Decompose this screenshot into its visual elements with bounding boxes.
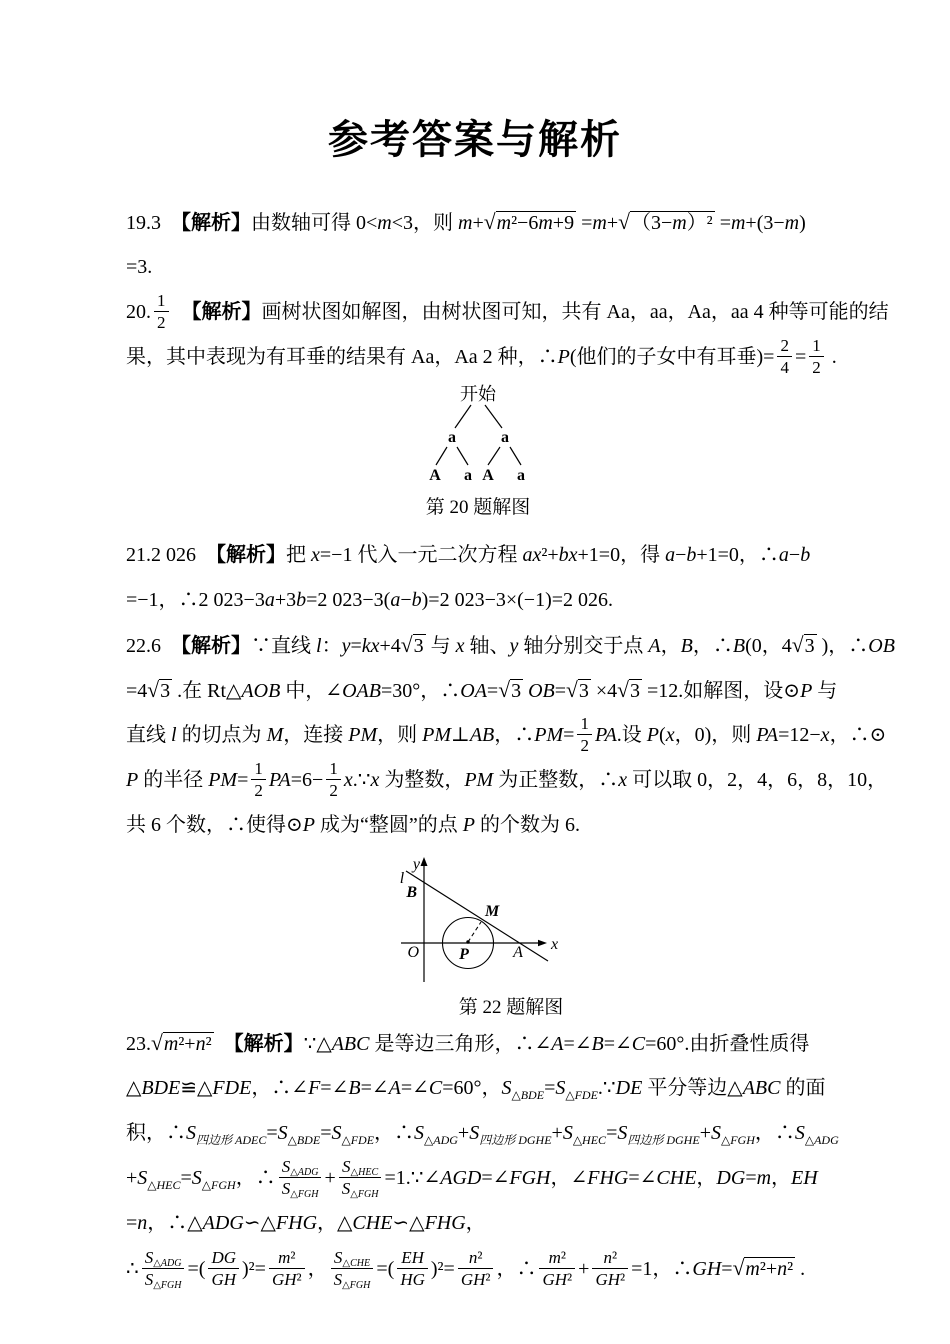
text-line: 23.√m²+n² 【解析】∵△ABC 是等边三角形，∴∠A=∠B=∠C=60°.由折叠性质得 — [126, 1031, 810, 1055]
tree-node-label: a — [501, 429, 509, 446]
problem-21 — [126, 533, 830, 623]
problem-23 — [126, 1021, 839, 1291]
axes — [401, 862, 543, 982]
coordinate-figure — [126, 856, 830, 1019]
x-axis-arrow — [538, 940, 547, 946]
tree-node-label: a — [448, 429, 456, 446]
label-line-l: l — [399, 870, 405, 887]
label-point-b: B — [406, 884, 417, 901]
label-point-m: M — [485, 903, 500, 920]
text-line: 22.6 【解析】∵直线 l：y=kx+4√3 与 x 轴、y 轴分别交于点 A，B，∴B(0，4√3 )，∴OB — [126, 633, 895, 657]
text-line: 果，其中表现为有耳垂的结果有 Aa，Aa 2 种，∴P(他们的子女中有耳垂)= $\frac{2}{4}$ = $\frac{1}{2}$ . — [126, 335, 837, 377]
tree-leaf-label: A — [429, 467, 441, 484]
coordinate-figure-svg — [393, 856, 563, 984]
text-line: $+S_{\triangle HEC}=S_{\triangle FGH}$，∴ $\frac{S_{\triangle ADG}}{S_{\triangle FGH}}$ + $\frac{S_{\triangle HEC}}{S_{\triangle FGH}}$ =1.∵∠AGD=∠FGH，∠FHG=∠CHE，DG=m，EH — [126, 1156, 818, 1200]
text-line: △BDE≌△FDE，∴∠F=∠B=∠A=∠C=60°，$S_{\triangle BDE}=S_{\triangle FDE}.\because DE$ 平分等边△ABC 的面 — [126, 1077, 826, 1102]
tree-diagram-figure — [126, 384, 830, 519]
tree-leaf-label: a — [517, 467, 525, 484]
center-point — [466, 940, 469, 943]
text-line: P 的半径 PM= $\frac{1}{2}$ PA=6− $\frac{1}{2}$ x.∵x 为整数，PM 为正整数，∴x 可以取 0，2，4，6，8，10， — [126, 758, 888, 800]
answer-content — [126, 194, 895, 1291]
text-line: =n，∴△ADG∽△FHG，△CHE∽△FHG， — [126, 1212, 486, 1234]
text-line: 积，$\therefore S_{四边形 ADEC}=S_{\triangle BDE}=S_{\triangle FDE}$，$\therefore S_{\triangle ADG}+S_{四边形 DGHE}+S_{\triangle HEC}=S_{四边形 DGHE}+S_{\triangle FGH}$，$\therefore S_{\triangle ADG}$ — [126, 1122, 839, 1147]
text-line: ∴ $\frac{S_{\triangle ADG}}{S_{\triangle FGH}}$ =( $\frac{DG}{GH}$ )²= $\frac{\text{m²}}{\text{GH²}}$ ， $\frac{S_{\triangle CHE}}{S_{\triangle FGH}}$ =( $\frac{EH}{HG}$ )²= $\frac{\text{n²}}{\text{GH²}}$ ，∴ $\frac{\text{m²}}{\text{GH²}}$ + $\frac{\text{n²}}{\text{GH²}}$ =1，∴GH=√m²+n² . — [126, 1247, 806, 1291]
text-line: 共 6 个数，∴使得⊙P 成为“整圆”的点 P 的个数为 6. — [126, 814, 580, 836]
text-line: 20. $\frac{1}{2}$ 【解析】画树状图如解图，由树状图可知，共有 Aa，aa，Aa，aa 4 种等可能的结 — [126, 290, 889, 332]
radius-pm-dashed — [468, 922, 481, 942]
text-line: =3. — [126, 256, 153, 278]
problem-19 — [126, 200, 830, 290]
text-line: =−1，∴2 023−3a+3b=2 023−3(a−b)=2 023−3×(−1)=2 026. — [126, 589, 614, 611]
tree-root-label: 开始 — [460, 384, 496, 404]
tree-leaf-label: a — [464, 467, 472, 484]
tree-diagram-svg — [418, 384, 538, 484]
figure-caption: 第 22 题解图 — [458, 997, 564, 1018]
line-l — [406, 871, 548, 961]
label-origin: O — [407, 944, 419, 961]
figure-caption: 第 20 题解图 — [425, 497, 531, 518]
text-line: =4√3 .在 Rt△AOB 中，∠OAB=30°，∴OA=√3 OB=√3 ×4√3 =12.如解图，设⊙P 与 — [126, 678, 838, 702]
text-line: 21.2 026 【解析】把 x=−1 代入一元二次方程 ax²+bx+1=0，得 a−b+1=0，∴a−b — [126, 544, 811, 566]
text-line: 直线 l 的切点为 M，连接 PM，则 PM⊥AB，∴PM= $\frac{1}{2}$ PA.设 P(x，0)，则 PA=12−x，∴⊙ — [126, 713, 887, 755]
problem-20 — [126, 290, 889, 380]
problem-22 — [126, 623, 895, 848]
label-point-a: A — [513, 944, 523, 961]
label-x-axis: x — [551, 936, 559, 953]
page-title: 参考答案与解析 — [328, 117, 622, 162]
text-line: 19.3 【解析】由数轴可得 0<m<3，则 m+√m²−6m+9 =m+√（3−m）² =m+(3−m) — [126, 210, 806, 234]
label-point-p: P — [459, 946, 469, 963]
y-axis-arrow — [421, 857, 428, 866]
label-y-axis: y — [412, 856, 420, 873]
tree-leaf-label: A — [482, 467, 494, 484]
